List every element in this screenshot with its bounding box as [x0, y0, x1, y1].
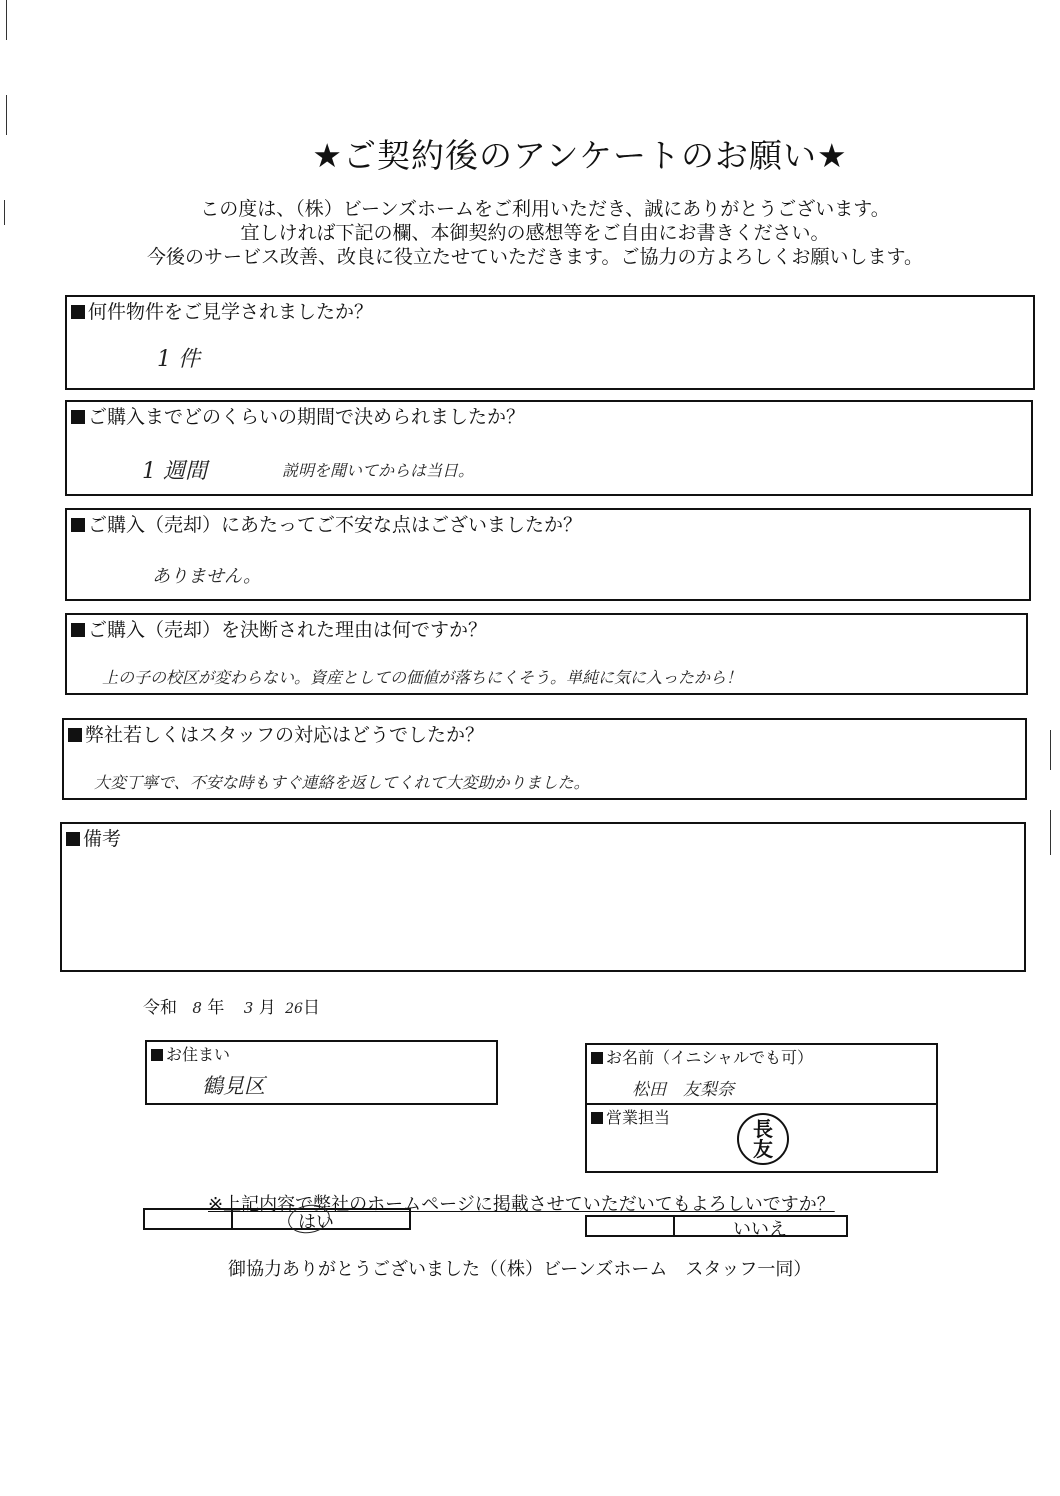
scan-artifact — [1050, 810, 1051, 855]
consent-yes-label: はい — [298, 1212, 334, 1233]
square-bullet-icon — [71, 410, 85, 424]
date-month-unit: 月 — [258, 998, 276, 1018]
question-box-decision-period — [65, 400, 1033, 496]
name-label: お名前（イニシャルでも可） — [591, 1045, 813, 1068]
question-label: ご購入（売却）にあたってご不安な点はございましたか？ — [71, 510, 582, 537]
question-box-remarks — [60, 822, 1026, 972]
answer-text[interactable]: ありません。 — [152, 566, 262, 587]
question-box-concerns — [65, 508, 1031, 601]
name-box — [585, 1043, 938, 1105]
question-label: ご購入（売却）を決断された理由は何ですか？ — [71, 615, 487, 642]
date-line — [143, 993, 320, 1018]
question-label: 弊社若しくはスタッフの対応はどうでしたか？ — [68, 720, 484, 747]
answer-text[interactable]: 1 週間 — [142, 459, 207, 484]
square-bullet-icon — [71, 623, 85, 637]
question-label: 備考 — [66, 824, 121, 851]
question-label: ご購入までどのくらいの期間で決められましたか？ — [71, 402, 525, 429]
square-bullet-icon — [66, 832, 80, 846]
answer-text[interactable]: 1 件 — [157, 347, 200, 372]
question-box-staff-response — [62, 718, 1027, 800]
scan-artifact — [6, 0, 7, 40]
square-bullet-icon — [68, 728, 82, 742]
intro-line-3: 今後のサービス改善、改良に役立たせていただきます。ご協力の方よろしくお願いします。 — [147, 246, 923, 268]
date-era: 令和 — [143, 998, 177, 1018]
square-bullet-icon — [591, 1052, 603, 1064]
sales-rep-box — [585, 1103, 938, 1173]
answer-text[interactable]: 上の子の校区が変わらない。資産としての価値が落ちにくそう。単純に気に入ったから！ — [102, 668, 743, 687]
sales-rep-stamp: 長 友 — [737, 1113, 789, 1165]
date-day[interactable]: 26 — [285, 1001, 303, 1017]
square-bullet-icon — [591, 1112, 603, 1124]
date-day-unit: 日 — [302, 998, 320, 1018]
intro-line-2: 宜しければ下記の欄、本御契約の感想等をご自由にお書きください。 — [240, 222, 830, 244]
question-box-reason — [65, 613, 1028, 695]
residence-value[interactable]: 鶴見区 — [202, 1074, 265, 1098]
square-bullet-icon — [71, 305, 85, 319]
square-bullet-icon — [71, 518, 85, 532]
date-year[interactable]: 8 — [192, 999, 202, 1017]
closing-message: 御協力ありがとうございました（（株）ビーンズホーム スタッフ一同） — [228, 1259, 812, 1280]
residence-box — [145, 1040, 498, 1105]
intro-line-1: この度は、（株）ビーンズホームをご利用いただき、誠にありがとうございます。 — [200, 198, 890, 220]
date-year-unit: 年 — [207, 998, 225, 1018]
consent-no-label: いいえ — [733, 1219, 787, 1240]
question-box-viewings — [65, 295, 1035, 390]
answer-text[interactable]: 大変丁寧で、不安な時もすぐ連絡を返してくれて大変助かりました。 — [94, 773, 590, 792]
sales-rep-label: 営業担当 — [591, 1105, 670, 1128]
question-label: 何件物件をご見学されましたか？ — [71, 297, 373, 324]
consent-no-checkbox[interactable] — [585, 1215, 675, 1237]
answer-note[interactable]: 説明を聞いてからは当日。 — [282, 461, 475, 480]
consent-yes-checkbox[interactable] — [143, 1208, 233, 1230]
publish-consent-question: ※上記内容で弊社のホームページに掲載させていただいてもよろしいですか？ — [208, 1194, 835, 1215]
residence-label: お住まい — [151, 1042, 230, 1065]
date-month[interactable]: 3 — [243, 999, 254, 1017]
name-value[interactable]: 松田 友梨奈 — [632, 1080, 734, 1100]
scan-artifact — [6, 95, 7, 135]
scan-artifact — [1050, 730, 1051, 770]
survey-title: ★ご契約後のアンケートのお願い★ — [312, 136, 848, 175]
square-bullet-icon — [151, 1049, 163, 1061]
